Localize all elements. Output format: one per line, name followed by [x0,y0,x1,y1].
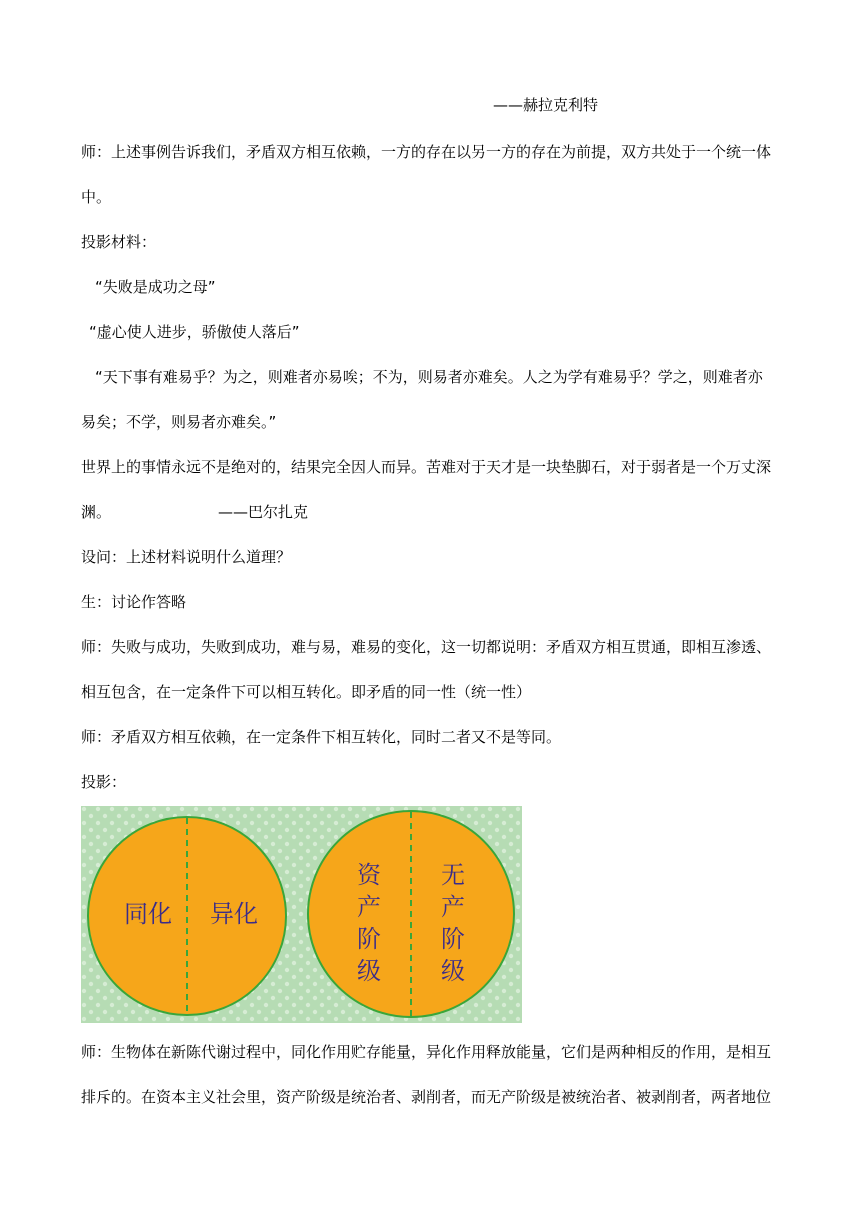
teacher-remark: 师：上述事例告诉我们，矛盾双方相互依赖，一方的存在以另一方的存在为前提，双方共处于一个统一体 [81,143,772,161]
contradiction-figure [81,806,522,1023]
projection-heading: 投影： [81,773,127,791]
two-circle-diagram [81,806,522,1023]
quote-balzac-cont: 渊。 [81,503,112,521]
quote-difficulty-cont: 易矣；不学，则易者亦难矣。” [81,413,277,431]
teacher-metabolism-explanation: 师：生物体在新陈代谢过程中，同化作用贮存能量，异化作用释放能量，它们是两种相反的作用，是相互 [81,1043,772,1061]
quote-attribution-heraclitus: ——赫拉克利特 [493,96,599,114]
question: 设问：上述材料说明什么道理？ [81,548,292,566]
right-circle-right-char-1: 无 [441,861,465,889]
teacher-summary: 师：矛盾双方相互依赖，在一定条件下相互转化，同时二者又不是等同。 [81,728,562,746]
left-circle-left-label: 同化 [124,900,172,928]
right-circle-right-char-4: 级 [441,957,465,985]
right-circle-left-char-1: 资 [357,861,381,889]
quote-modesty: “虚心使人进步，骄傲使人落后” [89,323,300,341]
right-circle-right-char-2: 产 [441,893,465,921]
teacher-class-explanation: 排斥的。在资本主义社会里，资产阶级是统治者、剥削者，而无产阶级是被统治者、被剥削者，两者地位 [81,1088,772,1106]
right-circle-left-char-4: 级 [357,957,381,985]
teacher-remark-cont: 中。 [81,188,112,206]
projection-materials-heading: 投影材料： [81,233,157,251]
right-circle-right-char-3: 阶 [441,925,465,953]
right-circle-left-char-3: 阶 [357,925,381,953]
teacher-explanation-cont: 相互包含，在一定条件下可以相互转化。即矛盾的同一性（统一性） [81,683,532,701]
teacher-explanation: 师：失败与成功，失败到成功，难与易，难易的变化，这一切都说明：矛盾双方相互贯通，即相互渗透、 [81,638,772,656]
right-circle-left-char-2: 产 [357,893,381,921]
quote-attribution-balzac: ——巴尔扎克 [218,503,309,521]
left-circle-right-label: 异化 [210,900,258,928]
student-response: 生：讨论作答略 [81,593,187,611]
quote-balzac: 世界上的事情永远不是绝对的，结果完全因人而异。苦难对于天才是一块垫脚石，对于弱者是一个万丈深 [81,458,772,476]
quote-failure: “失败是成功之母” [95,278,216,296]
quote-difficulty: “天下事有难易乎？为之，则难者亦易唉；不为，则易者亦难矣。人之为学有难易乎？学之，则难者亦 [95,368,763,386]
